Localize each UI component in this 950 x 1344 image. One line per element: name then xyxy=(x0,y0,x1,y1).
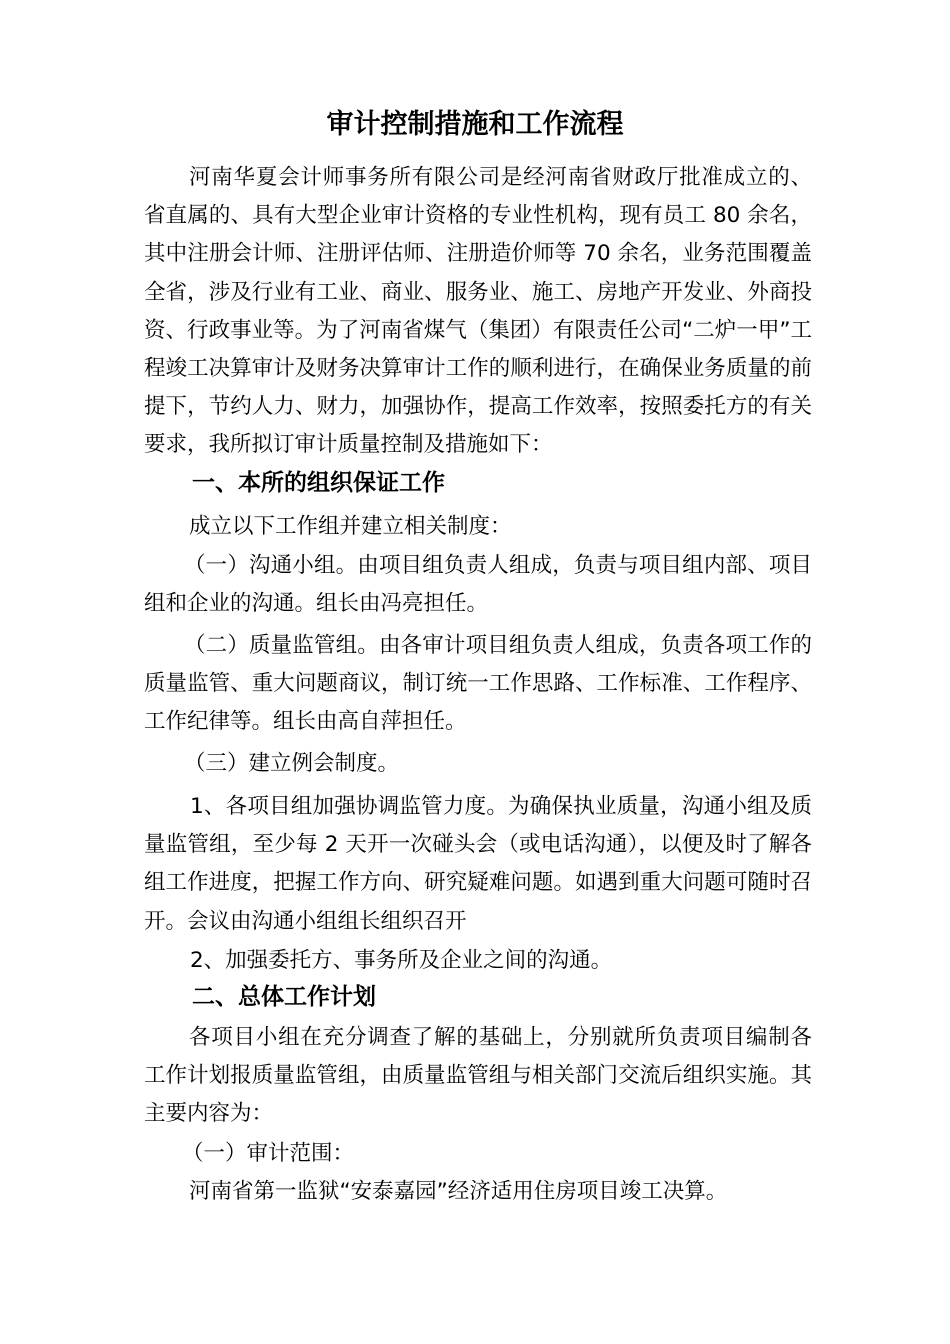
intro-paragraph: 河南华夏会计师事务所有限公司是经河南省财政厅批准成立的、省直属的、具有大型企业审计资格的专业性机构，现有员工 80 余名，其中注册会计师、注册评估师、注册造价师等 70 余名，业务范围覆盖全省，涉及行业有工业、商业、服务业、施工、房地产开发业、外商投资、行政事业等。为了河南省煤气（集团）有限责任公司“二炉一甲”工程竣工决算审计及财务决算审计工作的顺利进行，在确保业务质量的前提下，节约人力、财力，加强协作，提高工作效率，按照委托方的有关要求，我所拟订审计质量控制及措施如下： xyxy=(144,165,812,458)
section-heading-organization: 一、本所的组织保证工作 xyxy=(192,470,445,496)
page-title: 审计控制措施和工作流程 xyxy=(326,109,624,140)
section1-lead: 成立以下工作组并建立相关制度： xyxy=(189,514,512,539)
section1-subitem-2: 2、加强委托方、事务所及企业之间的沟通。 xyxy=(190,948,613,973)
section1-item-meeting-system: （三）建立例会制度。 xyxy=(184,751,400,776)
section2-item-audit-scope-text: 河南省第一监狱“安泰嘉园”经济适用住房项目竣工决算。 xyxy=(189,1179,728,1204)
section1-item-communication-group: （一）沟通小组。由项目组负责人组成，负责与项目组内部、项目组和企业的沟通。组长由冯亮担任。 xyxy=(144,553,812,617)
section-heading-work-plan: 二、总体工作计划 xyxy=(192,984,376,1010)
section2-lead: 各项目小组在充分调查了解的基础上，分别就所负责项目编制各工作计划报质量监管组，由质量监管组与相关部门交流后组织实施。其主要内容为： xyxy=(144,1025,812,1127)
section1-item-quality-group: （二）质量监管组。由各审计项目组负责人组成，负责各项工作的质量监管、重大问题商议，制订统一工作思路、工作标准、工作程序、工作纪律等。组长由高自萍担任。 xyxy=(144,633,812,735)
section1-subitem-1: 1、各项目组加强协调监管力度。为确保执业质量，沟通小组及质量监管组，至少每 2 天开一次碰头会（或电话沟通），以便及时了解各组工作进度，把握工作方向、研究疑难问题。如遇到重大问题可随时召开。会议由沟通小组组长组织召开 xyxy=(144,794,812,934)
section2-item-audit-scope: （一）审计范围： xyxy=(182,1141,355,1166)
